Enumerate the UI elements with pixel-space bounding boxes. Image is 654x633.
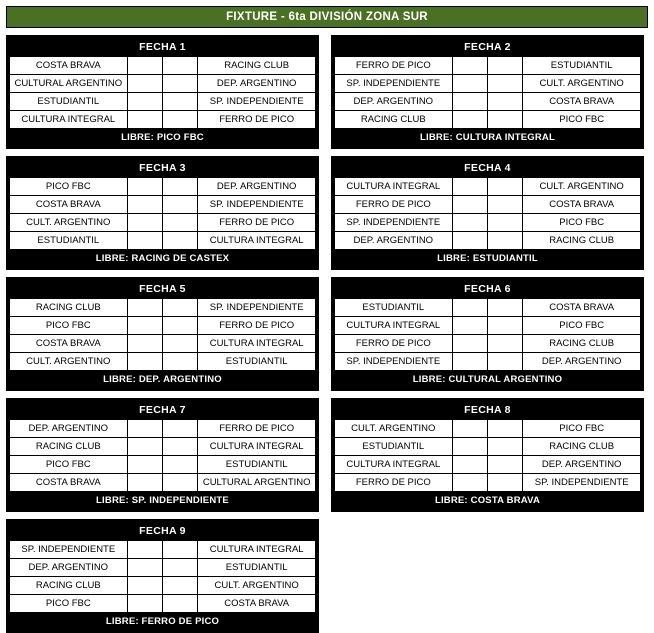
- home-team: CULT. ARGENTINO: [10, 214, 128, 232]
- away-team: RACING CLUB: [523, 335, 641, 353]
- away-team: DEP. ARGENTINO: [198, 178, 316, 196]
- home-score[interactable]: [127, 474, 162, 492]
- away-score[interactable]: [487, 196, 522, 214]
- home-score[interactable]: [452, 196, 487, 214]
- home-score[interactable]: [127, 559, 162, 577]
- away-team: PICO FBC: [523, 420, 641, 438]
- away-score[interactable]: [487, 75, 522, 93]
- table-row: [335, 75, 641, 93]
- away-score[interactable]: [162, 178, 197, 196]
- home-score[interactable]: [452, 438, 487, 456]
- home-team: RACING CLUB: [335, 111, 453, 129]
- away-score[interactable]: [487, 317, 522, 335]
- libre-label: LIBRE: COSTA BRAVA: [334, 492, 641, 509]
- away-team: RACING CLUB: [523, 232, 641, 250]
- away-team: ESTUDIANTIL: [523, 57, 641, 75]
- libre-label: LIBRE: CULTURAL ARGENTINO: [334, 371, 641, 388]
- table-row: [10, 232, 316, 250]
- away-team: FERRO DE PICO: [198, 420, 316, 438]
- table-row: [10, 456, 316, 474]
- home-team: SP. INDEPENDIENTE: [335, 214, 453, 232]
- home-score[interactable]: [452, 111, 487, 129]
- away-team: PICO FBC: [523, 111, 641, 129]
- home-score[interactable]: [452, 299, 487, 317]
- away-score[interactable]: [162, 577, 197, 595]
- table-row: [335, 196, 641, 214]
- away-team: ESTUDIANTIL: [198, 353, 316, 371]
- home-team: FERRO DE PICO: [335, 57, 453, 75]
- home-score[interactable]: [127, 111, 162, 129]
- fecha-card: [6, 519, 319, 633]
- home-team: PICO FBC: [10, 178, 128, 196]
- away-score[interactable]: [162, 335, 197, 353]
- home-team: RACING CLUB: [10, 438, 128, 456]
- away-score[interactable]: [162, 93, 197, 111]
- away-team: DEP. ARGENTINO: [523, 353, 641, 371]
- fecha-card: [331, 398, 644, 512]
- table-row: [335, 353, 641, 371]
- away-team: CULT. ARGENTINO: [523, 178, 641, 196]
- home-team: COSTA BRAVA: [10, 335, 128, 353]
- home-team: SP. INDEPENDIENTE: [10, 541, 128, 559]
- table-row: [10, 335, 316, 353]
- home-team: DEP. ARGENTINO: [10, 420, 128, 438]
- home-score[interactable]: [127, 232, 162, 250]
- home-team: PICO FBC: [10, 317, 128, 335]
- away-score[interactable]: [487, 353, 522, 371]
- table-row: [10, 353, 316, 371]
- away-score[interactable]: [162, 317, 197, 335]
- away-team: COSTA BRAVA: [523, 196, 641, 214]
- fecha-header: FECHA 7: [9, 401, 316, 419]
- fecha-card: [331, 156, 644, 270]
- home-score[interactable]: [127, 93, 162, 111]
- home-team: RACING CLUB: [10, 299, 128, 317]
- away-score[interactable]: [162, 299, 197, 317]
- table-row: [10, 214, 316, 232]
- away-team: FERRO DE PICO: [198, 317, 316, 335]
- home-team: DEP. ARGENTINO: [335, 232, 453, 250]
- fecha-header: FECHA 2: [334, 38, 641, 56]
- away-score[interactable]: [162, 595, 197, 613]
- home-score[interactable]: [127, 541, 162, 559]
- away-team: FERRO DE PICO: [198, 214, 316, 232]
- home-team: SP. INDEPENDIENTE: [335, 75, 453, 93]
- away-team: COSTA BRAVA: [523, 299, 641, 317]
- fecha-header: FECHA 8: [334, 401, 641, 419]
- table-row: [335, 317, 641, 335]
- fecha-match-table: [9, 298, 316, 371]
- table-row: [335, 438, 641, 456]
- away-score[interactable]: [487, 299, 522, 317]
- away-score[interactable]: [162, 541, 197, 559]
- fecha-header: FECHA 6: [334, 280, 641, 298]
- away-score[interactable]: [487, 456, 522, 474]
- home-score[interactable]: [127, 214, 162, 232]
- fecha-match-table: [334, 177, 641, 250]
- away-team: CULT. ARGENTINO: [198, 577, 316, 595]
- table-row: [10, 93, 316, 111]
- table-row: [335, 456, 641, 474]
- home-score[interactable]: [127, 456, 162, 474]
- home-score[interactable]: [452, 93, 487, 111]
- table-row: [335, 474, 641, 492]
- away-score[interactable]: [487, 474, 522, 492]
- away-score[interactable]: [487, 420, 522, 438]
- home-score[interactable]: [452, 420, 487, 438]
- home-team: SP. INDEPENDIENTE: [335, 353, 453, 371]
- home-score[interactable]: [127, 317, 162, 335]
- away-team: SP. INDEPENDIENTE: [523, 474, 641, 492]
- away-score[interactable]: [162, 438, 197, 456]
- away-team: CULTURA INTEGRAL: [198, 541, 316, 559]
- table-row: [10, 474, 316, 492]
- away-team: ESTUDIANTIL: [198, 559, 316, 577]
- page-title: FIXTURE - 6ta DIVISIÓN ZONA SUR: [6, 6, 648, 28]
- home-team: RACING CLUB: [10, 577, 128, 595]
- away-team: SP. INDEPENDIENTE: [198, 299, 316, 317]
- home-team: COSTA BRAVA: [10, 57, 128, 75]
- home-team: ESTUDIANTIL: [335, 438, 453, 456]
- home-team: FERRO DE PICO: [335, 335, 453, 353]
- table-row: [10, 577, 316, 595]
- home-score[interactable]: [452, 57, 487, 75]
- away-team: ESTUDIANTIL: [198, 456, 316, 474]
- table-row: [335, 57, 641, 75]
- fecha-match-table: [334, 298, 641, 371]
- libre-label: LIBRE: ESTUDIANTIL: [334, 250, 641, 267]
- away-team: CULTURAL ARGENTINO: [198, 474, 316, 492]
- table-row: [335, 299, 641, 317]
- home-team: ESTUDIANTIL: [10, 93, 128, 111]
- home-team: PICO FBC: [10, 456, 128, 474]
- away-score[interactable]: [162, 57, 197, 75]
- home-team: COSTA BRAVA: [10, 196, 128, 214]
- fecha-header: FECHA 1: [9, 38, 316, 56]
- table-row: [10, 438, 316, 456]
- fecha-card: [331, 277, 644, 391]
- away-team: RACING CLUB: [198, 57, 316, 75]
- away-team: CULT. ARGENTINO: [523, 75, 641, 93]
- away-team: COSTA BRAVA: [198, 595, 316, 613]
- away-score[interactable]: [487, 438, 522, 456]
- fecha-card: [6, 277, 319, 391]
- libre-label: LIBRE: DEP. ARGENTINO: [9, 371, 316, 388]
- away-team: RACING CLUB: [523, 438, 641, 456]
- away-score[interactable]: [162, 214, 197, 232]
- away-score[interactable]: [162, 75, 197, 93]
- home-score[interactable]: [452, 75, 487, 93]
- fecha-match-table: [9, 177, 316, 250]
- table-row: [10, 75, 316, 93]
- home-team: CULTURA INTEGRAL: [335, 178, 453, 196]
- home-team: PICO FBC: [10, 595, 128, 613]
- home-score[interactable]: [452, 214, 487, 232]
- home-team: CULTURA INTEGRAL: [335, 456, 453, 474]
- table-row: [10, 559, 316, 577]
- table-row: [335, 335, 641, 353]
- away-score[interactable]: [487, 111, 522, 129]
- libre-label: LIBRE: FERRO DE PICO: [9, 613, 316, 630]
- away-score[interactable]: [162, 353, 197, 371]
- home-score[interactable]: [127, 196, 162, 214]
- home-score[interactable]: [452, 474, 487, 492]
- table-row: [10, 541, 316, 559]
- away-team: DEP. ARGENTINO: [523, 456, 641, 474]
- home-team: CULT. ARGENTINO: [335, 420, 453, 438]
- home-team: CULTURAL ARGENTINO: [10, 75, 128, 93]
- fecha-header: FECHA 3: [9, 159, 316, 177]
- away-score[interactable]: [487, 335, 522, 353]
- home-score[interactable]: [452, 335, 487, 353]
- home-score[interactable]: [127, 335, 162, 353]
- table-row: [10, 178, 316, 196]
- home-score[interactable]: [452, 178, 487, 196]
- fecha-match-table: [9, 540, 316, 613]
- libre-label: LIBRE: SP. INDEPENDIENTE: [9, 492, 316, 509]
- away-score[interactable]: [487, 178, 522, 196]
- away-score[interactable]: [162, 196, 197, 214]
- away-score[interactable]: [162, 559, 197, 577]
- home-team: FERRO DE PICO: [335, 474, 453, 492]
- fecha-match-table: [334, 419, 641, 492]
- away-team: PICO FBC: [523, 317, 641, 335]
- away-team: CULTURA INTEGRAL: [198, 335, 316, 353]
- home-team: CULTURA INTEGRAL: [10, 111, 128, 129]
- away-score[interactable]: [162, 456, 197, 474]
- home-score[interactable]: [452, 317, 487, 335]
- fecha-match-table: [334, 56, 641, 129]
- table-row: [335, 178, 641, 196]
- home-score[interactable]: [127, 75, 162, 93]
- home-team: DEP. ARGENTINO: [10, 559, 128, 577]
- table-row: [335, 232, 641, 250]
- home-score[interactable]: [127, 420, 162, 438]
- home-score[interactable]: [452, 232, 487, 250]
- fecha-header: FECHA 4: [334, 159, 641, 177]
- table-row: [335, 420, 641, 438]
- away-team: FERRO DE PICO: [198, 111, 316, 129]
- home-score[interactable]: [452, 353, 487, 371]
- libre-label: LIBRE: RACING DE CASTEX: [9, 250, 316, 267]
- table-row: [10, 317, 316, 335]
- table-row: [335, 214, 641, 232]
- home-score[interactable]: [127, 353, 162, 371]
- home-score[interactable]: [127, 595, 162, 613]
- libre-label: LIBRE: PICO FBC: [9, 129, 316, 146]
- away-team: PICO FBC: [523, 214, 641, 232]
- table-row: [10, 196, 316, 214]
- home-team: CULT. ARGENTINO: [10, 353, 128, 371]
- away-score[interactable]: [162, 420, 197, 438]
- home-team: FERRO DE PICO: [335, 196, 453, 214]
- home-score[interactable]: [127, 299, 162, 317]
- home-team: CULTURA INTEGRAL: [335, 317, 453, 335]
- table-row: [10, 420, 316, 438]
- table-row: [10, 595, 316, 613]
- table-row: [335, 111, 641, 129]
- away-score[interactable]: [487, 57, 522, 75]
- fecha-card: [6, 35, 319, 149]
- table-row: [335, 93, 641, 111]
- fecha-card: [6, 156, 319, 270]
- home-team: ESTUDIANTIL: [10, 232, 128, 250]
- away-score[interactable]: [487, 232, 522, 250]
- table-row: [10, 57, 316, 75]
- home-team: ESTUDIANTIL: [335, 299, 453, 317]
- fixture-grid: [6, 35, 648, 633]
- away-team: SP. INDEPENDIENTE: [198, 196, 316, 214]
- away-score[interactable]: [162, 474, 197, 492]
- away-team: CULTURA INTEGRAL: [198, 438, 316, 456]
- home-score[interactable]: [127, 57, 162, 75]
- home-score[interactable]: [127, 178, 162, 196]
- home-team: COSTA BRAVA: [10, 474, 128, 492]
- away-score[interactable]: [162, 111, 197, 129]
- fecha-header: FECHA 5: [9, 280, 316, 298]
- away-team: SP. INDEPENDIENTE: [198, 93, 316, 111]
- away-score[interactable]: [487, 214, 522, 232]
- libre-label: LIBRE: CULTURA INTEGRAL: [334, 129, 641, 146]
- fecha-card: [331, 35, 644, 149]
- home-score[interactable]: [452, 456, 487, 474]
- table-row: [10, 299, 316, 317]
- away-team: DEP. ARGENTINO: [198, 75, 316, 93]
- away-score[interactable]: [162, 232, 197, 250]
- fecha-card: [6, 398, 319, 512]
- home-team: DEP. ARGENTINO: [335, 93, 453, 111]
- fecha-match-table: [9, 419, 316, 492]
- fecha-match-table: [9, 56, 316, 129]
- table-row: [10, 111, 316, 129]
- fecha-header: FECHA 9: [9, 522, 316, 540]
- home-score[interactable]: [127, 577, 162, 595]
- away-team: CULTURA INTEGRAL: [198, 232, 316, 250]
- away-score[interactable]: [487, 93, 522, 111]
- away-team: COSTA BRAVA: [523, 93, 641, 111]
- home-score[interactable]: [127, 438, 162, 456]
